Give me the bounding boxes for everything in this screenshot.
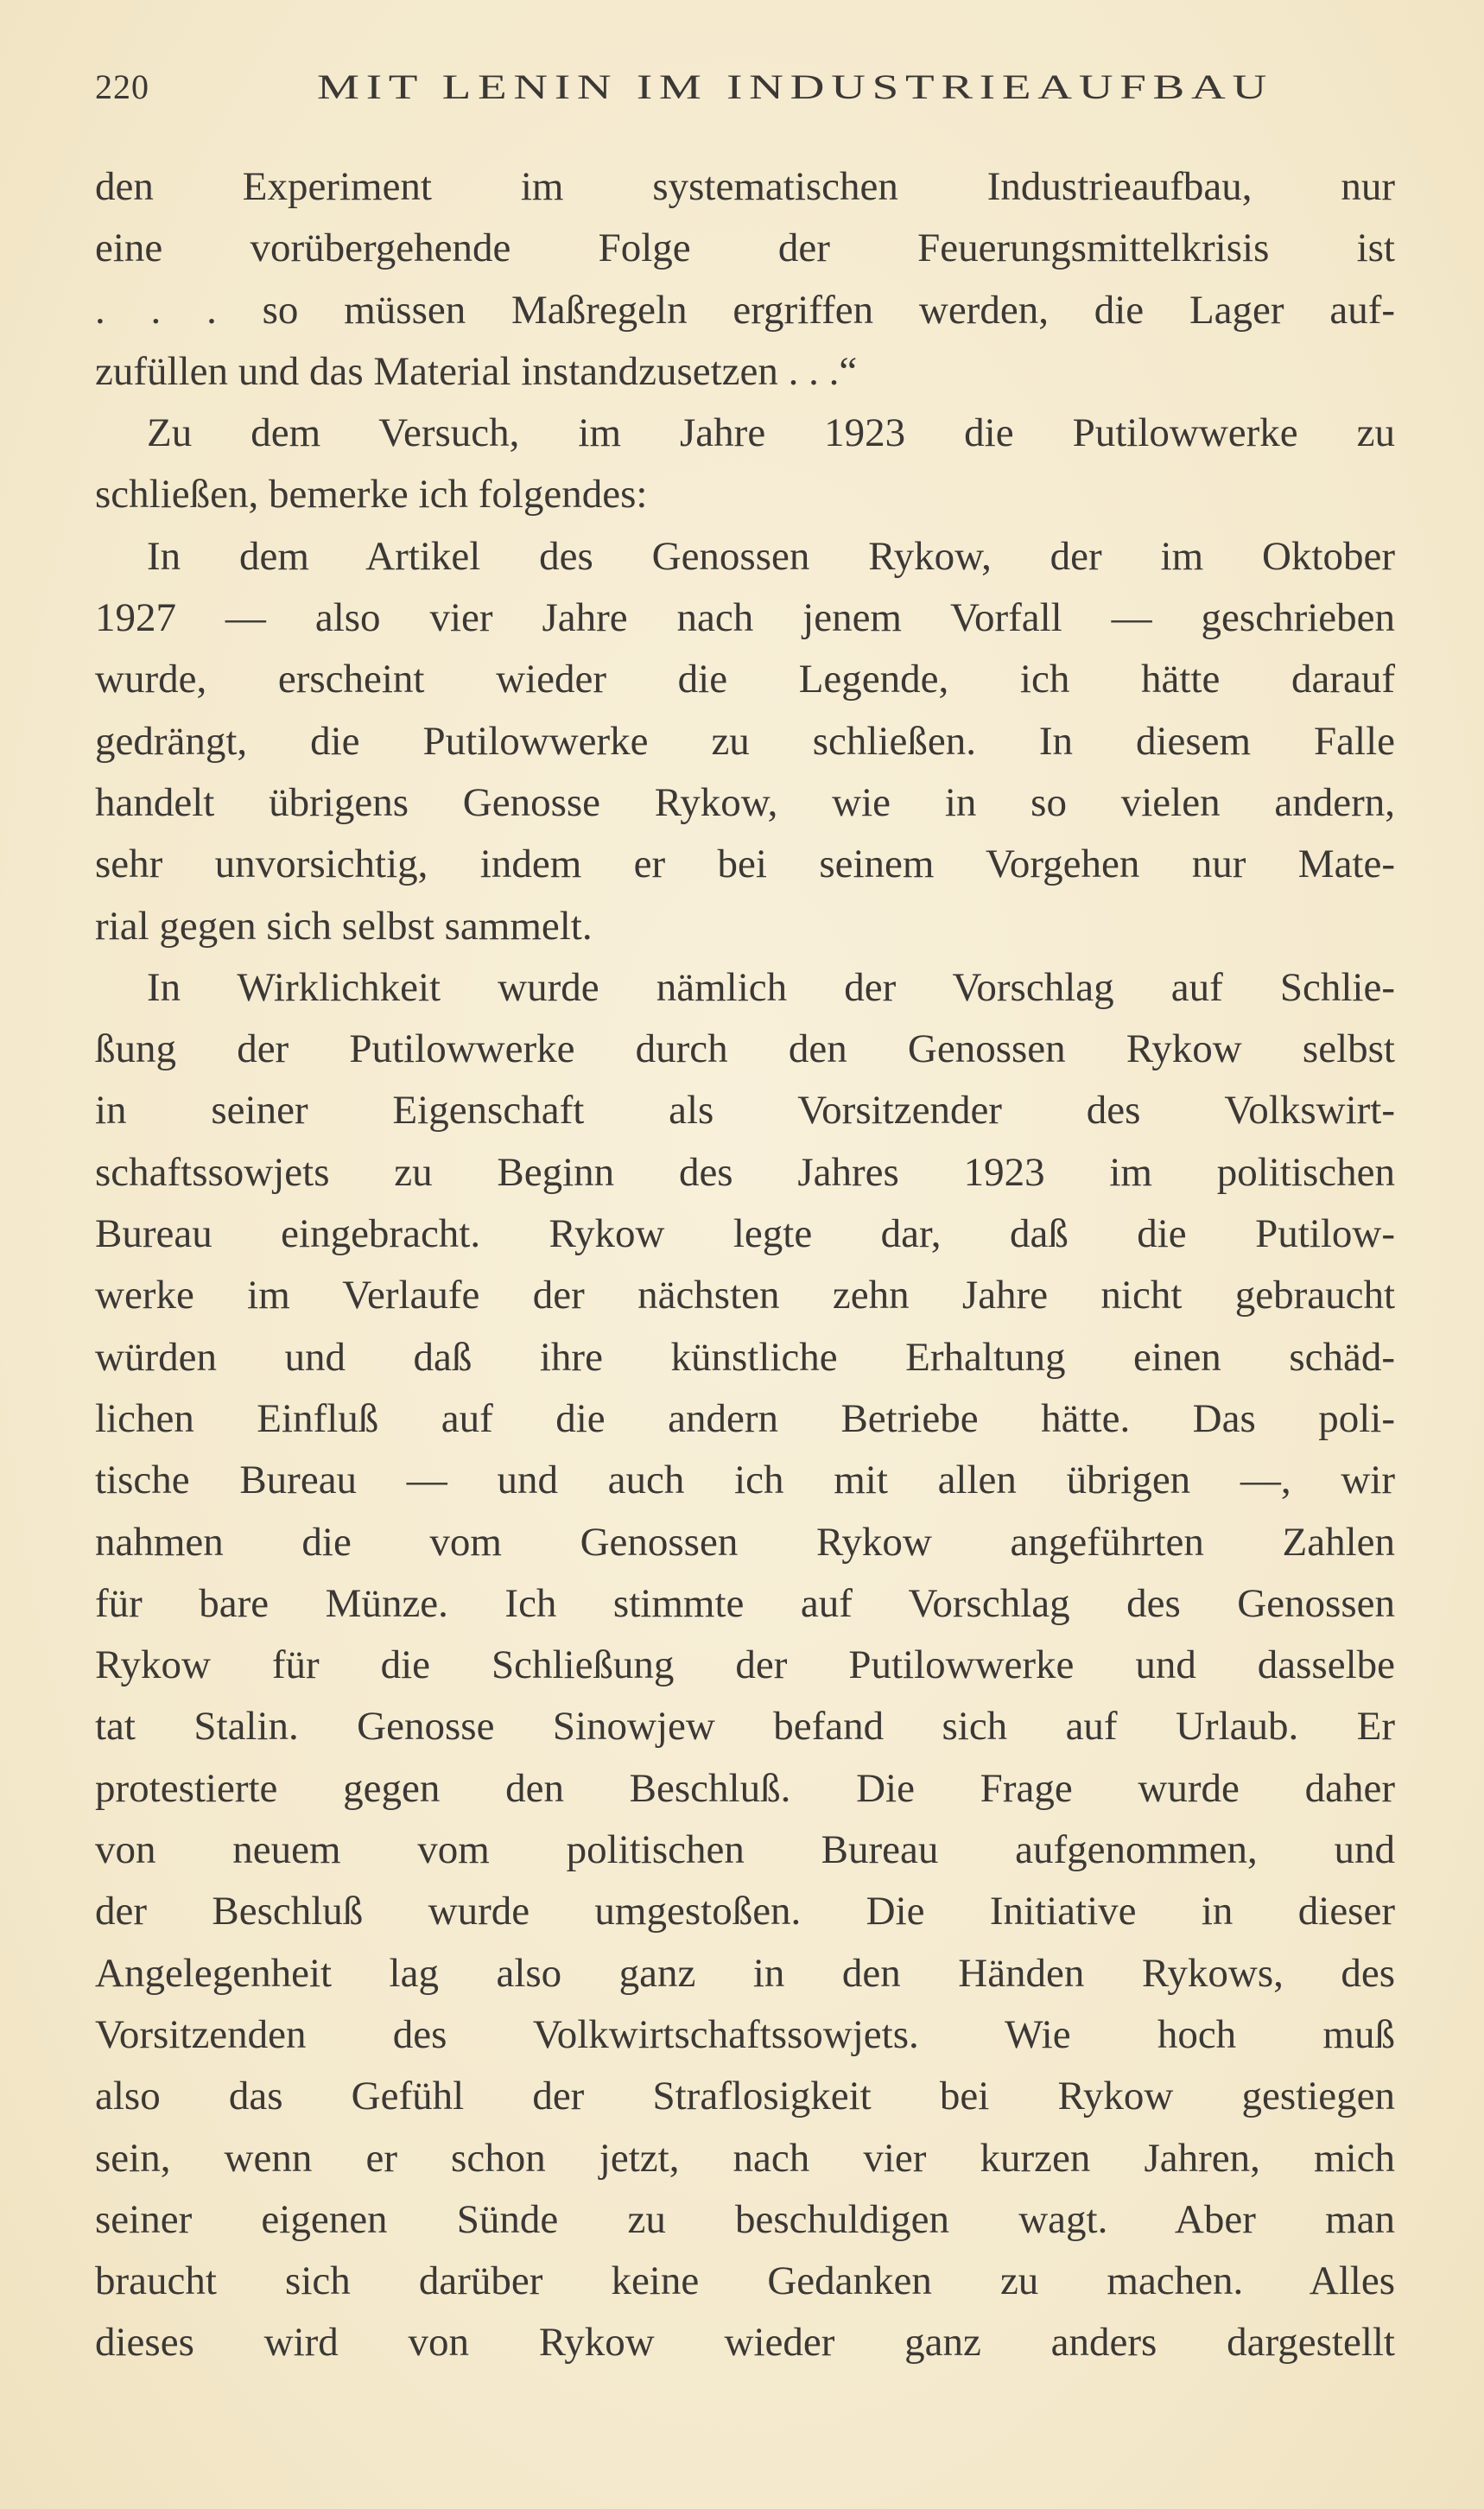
- text-line: tische Bureau — und auch ich mit allen übrigen —, wir: [95, 1458, 1395, 1503]
- running-title: MIT LENIN IM INDUSTRIEAUFBAU: [317, 67, 1273, 106]
- text-line: Vorsitzenden des Volkwirtschaftssowjets. Wie hoch muß: [95, 2011, 1395, 2057]
- text-line: braucht sich darüber keine Gedanken zu machen. Alles: [95, 2258, 1395, 2304]
- text-line: den Experiment im systematischen Industrieaufbau, nur: [95, 164, 1395, 209]
- text-line: schließen, bemerke ich folgendes:: [95, 472, 648, 518]
- text-line: sehr unvorsichtig, indem er bei seinem Vorgehen nur Mate-: [95, 842, 1395, 887]
- text-line: also das Gefühl der Straflosigkeit bei Rykow gestiegen: [95, 2074, 1395, 2119]
- text-line: in seiner Eigenschaft als Vorsitzender des Volkswirt-: [95, 1088, 1395, 1134]
- body-text: [95, 156, 1395, 2374]
- paragraph-first-line: Zu dem Versuch, im Jahre 1923 die Putilowwerke zu: [147, 410, 1395, 456]
- text-line: handelt übrigens Genosse Rykow, wie in so vielen andern,: [95, 779, 1395, 825]
- text-line: ßung der Putilowwerke durch den Genossen Rykow selbst: [95, 1026, 1395, 1072]
- text-line: seiner eigenen Sünde zu beschuldigen wagt. Aber man: [95, 2196, 1395, 2242]
- text-line: sein, wenn er schon jetzt, nach vier kurzen Jahren, mich: [95, 2135, 1395, 2181]
- text-line: Angelegenheit lag also ganz in den Händen Rykows, des: [95, 1950, 1395, 1996]
- running-header: [95, 57, 1273, 118]
- text-line: der Beschluß wurde umgestoßen. Die Initiative in dieser: [95, 1889, 1395, 1934]
- text-line: für bare Münze. Ich stimmte auf Vorschlag des Genossen: [95, 1580, 1395, 1626]
- text-line: protestierte gegen den Beschluß. Die Frage wurde daher: [95, 1765, 1395, 1811]
- text-line: wurde, erscheint wieder die Legende, ich hätte darauf: [95, 657, 1395, 702]
- text-line: lichen Einfluß auf die andern Betriebe hätte. Das poli-: [95, 1395, 1395, 1441]
- text-line: Rykow für die Schließung der Putilowwerke und dasselbe: [95, 1642, 1395, 1688]
- text-line: tat Stalin. Genosse Sinowjew befand sich auf Urlaub. Er: [95, 1704, 1395, 1750]
- text-line: von neuem vom politischen Bureau aufgenommen, und: [95, 1827, 1395, 1873]
- paragraph-first-line: In Wirklichkeit wurde nämlich der Vorschlag auf Schlie-: [147, 964, 1395, 1010]
- text-line: eine vorübergehende Folge der Feuerungsmittelkrisis ist: [95, 225, 1395, 271]
- text-line: rial gegen sich selbst sammelt.: [95, 903, 593, 949]
- text-line: dieses wird von Rykow wieder ganz anders dargestellt: [95, 2320, 1395, 2366]
- text-line: Bureau eingebracht. Rykow legte dar, daß die Putilow-: [95, 1211, 1395, 1257]
- page-number: 220: [95, 67, 149, 106]
- text-line: werke im Verlaufe der nächsten zehn Jahre nicht gebraucht: [95, 1273, 1395, 1318]
- text-line: . . . so müssen Maßregeln ergriffen werden, die Lager auf-: [95, 287, 1395, 333]
- text-line: gedrängt, die Putilowwerke zu schließen. In diesem Falle: [95, 718, 1395, 764]
- text-line: 1927 — also vier Jahre nach jenem Vorfall — geschrieben: [95, 595, 1395, 641]
- text-line: zufüllen und das Material instandzusetzen . . .“: [95, 348, 858, 394]
- text-line: schaftssowjets zu Beginn des Jahres 1923 im politischen: [95, 1149, 1395, 1195]
- text-line: würden und daß ihre künstliche Erhaltung einen schäd-: [95, 1334, 1395, 1380]
- text-line: nahmen die vom Genossen Rykow angeführten Zahlen: [95, 1519, 1395, 1565]
- paragraph-first-line: In dem Artikel des Genossen Rykow, der im Oktober: [147, 533, 1395, 579]
